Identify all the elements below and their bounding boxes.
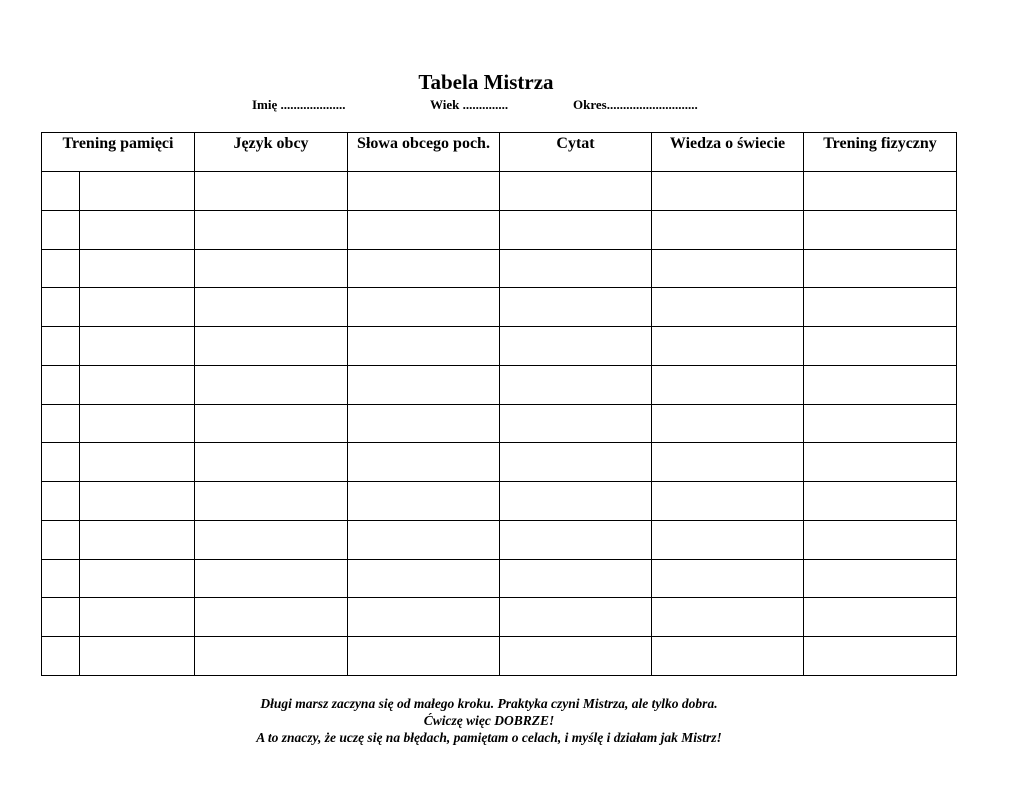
table-cell[interactable] [804,598,957,637]
table-cell[interactable] [348,443,500,482]
table-cell[interactable] [652,637,804,676]
table-cell[interactable] [652,288,804,327]
table-cell[interactable] [348,520,500,559]
table-cell[interactable] [42,520,80,559]
table-row [42,327,957,366]
table-cell[interactable] [80,210,195,249]
motto-line: A to znaczy, że uczę się na błędach, pamiętam o celach, i myślę i działam jak Mistrz! [256,730,722,745]
table-cell[interactable] [652,598,804,637]
table-cell[interactable] [195,482,348,521]
age-field: Wiek .............. [430,97,509,112]
table-cell[interactable] [348,327,500,366]
table-cell[interactable] [804,288,957,327]
table-cell[interactable] [80,559,195,598]
name-field: Imię .................... [252,97,346,112]
table-row [42,210,957,249]
table-cell[interactable] [652,365,804,404]
table-row [42,172,957,211]
table-cell[interactable] [804,210,957,249]
header-memory-training: Trening pamięci [42,133,195,172]
header-world-knowledge: Wiedza o świecie [652,133,804,172]
table-cell[interactable] [80,598,195,637]
table-cell[interactable] [80,443,195,482]
table-cell[interactable] [80,482,195,521]
table-cell[interactable] [500,327,652,366]
table-cell[interactable] [42,172,80,211]
table-cell[interactable] [195,443,348,482]
table-cell[interactable] [500,172,652,211]
table-cell[interactable] [80,365,195,404]
table-cell[interactable] [42,559,80,598]
table-cell[interactable] [42,482,80,521]
table-cell[interactable] [652,482,804,521]
table-cell[interactable] [652,404,804,443]
motto-line: Długi marsz zaczyna się od małego kroku. Praktyka czyni Mistrza, ale tylko dobra. [260,696,718,711]
table-cell[interactable] [804,443,957,482]
table-cell[interactable] [652,559,804,598]
table-cell[interactable] [195,520,348,559]
table-cell[interactable] [195,598,348,637]
table-cell[interactable] [804,482,957,521]
table-cell[interactable] [804,327,957,366]
table-cell[interactable] [652,327,804,366]
table-cell[interactable] [652,210,804,249]
table-row [42,482,957,521]
table-cell[interactable] [42,210,80,249]
table-cell[interactable] [804,559,957,598]
table-cell[interactable] [348,598,500,637]
table-cell[interactable] [195,172,348,211]
table-cell[interactable] [652,172,804,211]
table-cell[interactable] [80,520,195,559]
table-cell[interactable] [500,249,652,288]
table-cell[interactable] [42,443,80,482]
table-cell[interactable] [42,598,80,637]
table-row [42,249,957,288]
table-cell[interactable] [195,327,348,366]
table-cell[interactable] [42,288,80,327]
table-cell[interactable] [348,637,500,676]
table-cell[interactable] [652,520,804,559]
motto-line: Ćwiczę więc DOBRZE! [423,713,555,728]
table-cell[interactable] [195,210,348,249]
table-cell[interactable] [42,365,80,404]
table-cell[interactable] [195,559,348,598]
table-cell[interactable] [348,559,500,598]
header-physical-training: Trening fizyczny [804,133,957,172]
table-cell[interactable] [652,443,804,482]
table-cell[interactable] [500,637,652,676]
table-cell[interactable] [804,249,957,288]
table-cell[interactable] [500,210,652,249]
table-cell[interactable] [500,288,652,327]
table-cell[interactable] [80,327,195,366]
table-row [42,598,957,637]
table-body [42,172,957,676]
table-row [42,443,957,482]
table-cell[interactable] [348,210,500,249]
header-foreign-words: Słowa obcego poch. [348,133,500,172]
table-cell[interactable] [500,443,652,482]
table-cell[interactable] [348,482,500,521]
table-cell[interactable] [804,172,957,211]
table-row [42,559,957,598]
table-cell[interactable] [804,637,957,676]
table-cell[interactable] [80,637,195,676]
table-cell[interactable] [80,404,195,443]
table-cell[interactable] [500,404,652,443]
table-row [42,288,957,327]
table-cell[interactable] [80,288,195,327]
table-cell[interactable] [500,598,652,637]
table-row [42,404,957,443]
period-field: Okres............................ [573,97,698,112]
table-cell[interactable] [804,404,957,443]
table-cell[interactable] [195,404,348,443]
header-quote: Cytat [500,133,652,172]
table-cell[interactable] [195,365,348,404]
table-cell[interactable] [348,404,500,443]
table-cell[interactable] [42,637,80,676]
table-cell[interactable] [348,172,500,211]
table-cell[interactable] [500,482,652,521]
table-cell[interactable] [195,249,348,288]
table-cell[interactable] [500,365,652,404]
table-cell[interactable] [42,249,80,288]
motto [0,695,978,746]
table-row [42,520,957,559]
table-cell[interactable] [195,288,348,327]
table-row [42,637,957,676]
table-cell[interactable] [500,520,652,559]
table-cell[interactable] [652,249,804,288]
table-cell[interactable] [80,172,195,211]
table-cell[interactable] [500,559,652,598]
table-cell[interactable] [80,249,195,288]
table-cell[interactable] [804,520,957,559]
header-row [42,133,957,172]
header-foreign-language: Język obcy [195,133,348,172]
table-cell[interactable] [348,365,500,404]
table-cell[interactable] [42,327,80,366]
master-table [41,132,957,676]
page-title: Tabela Mistrza [418,70,554,94]
table-cell[interactable] [348,249,500,288]
table-cell[interactable] [195,637,348,676]
table-row [42,365,957,404]
table-cell[interactable] [42,404,80,443]
table-cell[interactable] [348,288,500,327]
table-cell[interactable] [804,365,957,404]
